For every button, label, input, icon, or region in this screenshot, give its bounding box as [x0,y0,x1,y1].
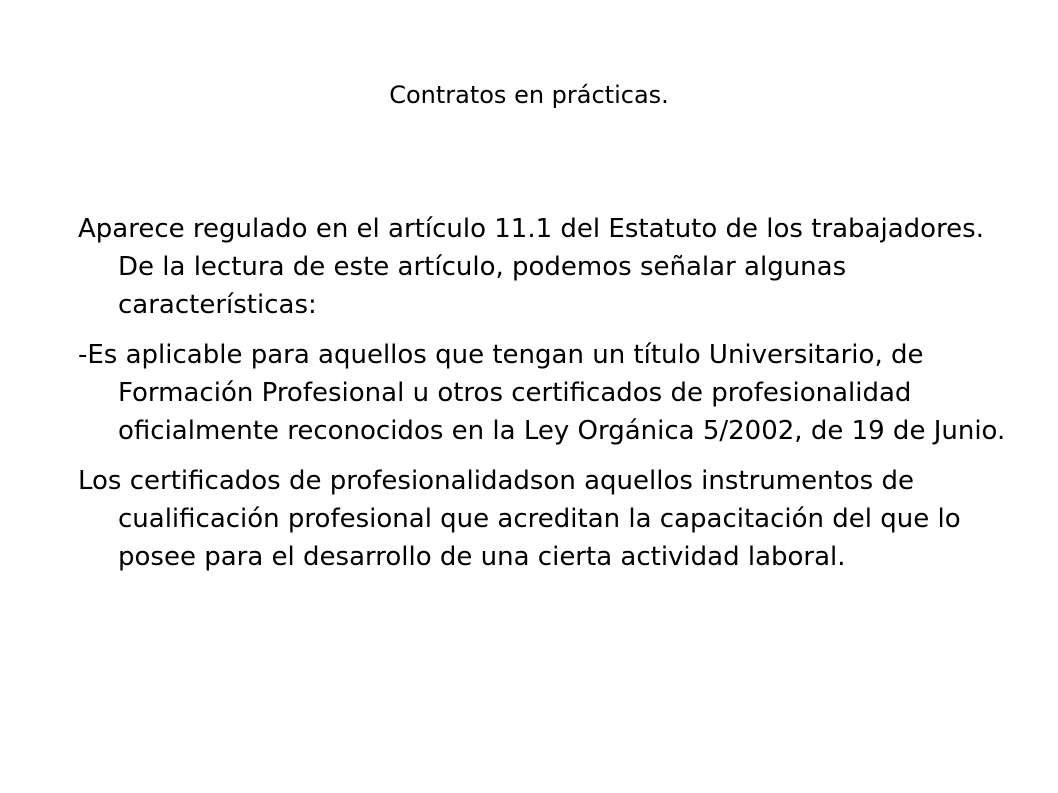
paragraph-certificates: Los certificados de profesionalidadson aquellos instrumentos de cualificación profesional que acreditan la capacitación del que lo posee para el desarrollo de una cierta actividad laboral. [78,466,961,572]
slide-body [78,210,1018,588]
slide-title: Contratos en prácticas. [389,81,669,109]
paragraph-regulation: Aparece regulado en el artículo 11.1 del Estatuto de los trabajadores. De la lectura de este artículo, podemos señalar algunas características: [78,214,984,320]
paragraph-applicability: -Es aplicable para aquellos que tengan un título Universitario, de Formación Profesional u otros certificados de profesionalidad oficialmente reconocidos en la Ley Orgánica 5/2002, de 19 de Junio. [78,340,1006,446]
